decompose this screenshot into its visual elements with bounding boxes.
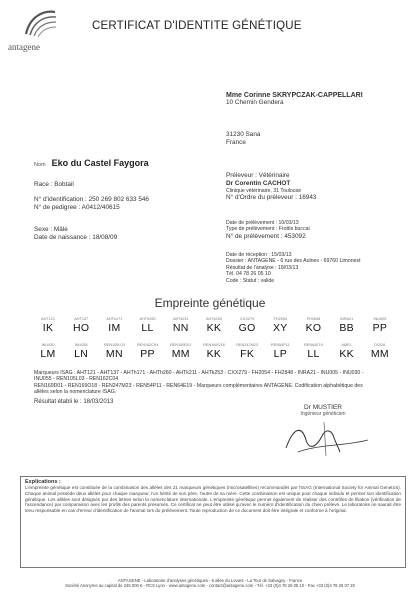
explanations-box bbox=[20, 476, 406, 568]
locus-label: AHTk211 bbox=[172, 317, 189, 321]
marker-note-1: Marqueurs ISAG : AHT121 - AHT137 - AHTh171 - AHTh260 - AHTk211 - AHTk253 - CXX279 - FH2054 - FH2848 - INRA21 - INU005 - INU030 - INU055 - REN105L03 - REN162C04 bbox=[34, 370, 364, 383]
genotype-value: LL bbox=[141, 322, 154, 334]
owner-name: Mme Corinne SKRYPCZAK-CAPPELLARI bbox=[226, 92, 363, 99]
sample-date: Date de prélèvement : 10/03/13 bbox=[226, 220, 299, 226]
locus-label: AHTh171 bbox=[106, 317, 123, 321]
locus-label: INU055 bbox=[74, 343, 88, 347]
genotype-value: KO bbox=[305, 322, 322, 334]
locus-label: FH2054 bbox=[273, 317, 288, 321]
dog-id: N° d'identification : 250 269 802 633 546 bbox=[34, 196, 149, 203]
genotype-cell bbox=[100, 317, 128, 334]
locus-label: REN54P11 bbox=[270, 343, 290, 347]
lab-info bbox=[226, 252, 416, 284]
locus-label: FH2848 bbox=[306, 317, 321, 321]
locus-label: AHT137 bbox=[74, 317, 89, 321]
genotype-cell bbox=[134, 317, 162, 334]
locus-label: REN162C04 bbox=[136, 343, 159, 347]
explanations-text: L'empreinte génétique est constituée de la combinaison des allèles des 21 marqueurs génétiques (microsatellites) recommandés par l'ISAG (International Society for Animal Genetics). Chaque animal possède deux allèles pour chaque marqueur, l'un hérité de son père, l'autre de sa mère. Cette combinaison est unique pour chaque individu et permet son identification génétique. Les allèles sont désignés par des lettres selon la nomenclature internationale. L'empreinte génétique permet également de réaliser des contrôles de filiation (vérification de l'ascendance) par comparaison avec les profils des parents présumés. Ce certificat ne peut être utilisé qu'avec le numéro d'identification du chien prélevé. Le laboratoire ne saurait être tenu responsable en cas d'erreur d'identification de l'animal lors du prélèvement. Toute reproduction de ce document doit être intégrale et conforme à l'original. bbox=[25, 485, 401, 514]
vet-label: Préleveur : Vétérinaire bbox=[226, 172, 290, 179]
locus-label: CXX279 bbox=[240, 317, 255, 321]
genotype-cell bbox=[233, 343, 261, 360]
genotype-cell bbox=[200, 343, 228, 360]
genotype-value: KK bbox=[339, 348, 354, 360]
genotype-value: KK bbox=[206, 322, 222, 334]
genotype-cell bbox=[200, 317, 228, 334]
genotype-cell bbox=[100, 343, 128, 360]
footer bbox=[0, 578, 420, 589]
antagene-logo-icon bbox=[22, 8, 58, 38]
genotype-value: PP bbox=[372, 322, 388, 334]
vet-number: N° d'Ordre du préleveur : 16943 bbox=[226, 194, 317, 202]
antagene-logo bbox=[8, 8, 68, 58]
genotype-value: IK bbox=[42, 322, 54, 334]
locus-label: AHT121 bbox=[41, 317, 55, 321]
locus-label: AMEL bbox=[341, 343, 352, 347]
genotype-value: HO bbox=[73, 322, 90, 334]
dog-info bbox=[34, 181, 204, 242]
genotype-cell bbox=[266, 317, 294, 334]
vet-address: Clinique vétérinaire, 31 Toulouse bbox=[226, 188, 302, 194]
locus-label: INRA21 bbox=[340, 317, 354, 321]
genotype-cell bbox=[167, 317, 195, 334]
sample-number: N° de prélèvement : 453092 bbox=[226, 232, 306, 240]
genotype-value: PP bbox=[140, 348, 155, 360]
genotype-value: KK bbox=[206, 348, 222, 360]
genotype-value: MN bbox=[105, 348, 123, 360]
genotype-cell bbox=[300, 317, 328, 334]
vet-info bbox=[226, 172, 416, 202]
result-date: Résultat de l'analyse : 18/03/13 bbox=[226, 264, 299, 271]
locus-label: REN169D01 bbox=[170, 343, 192, 347]
signature-image bbox=[276, 418, 376, 458]
genotype-row-2 bbox=[34, 343, 394, 360]
genotype-cell bbox=[34, 317, 62, 334]
dog-pedigree: N° de pedigree : A0412/40615 bbox=[34, 204, 120, 211]
owner-address-line2: 31230 Sana bbox=[226, 131, 261, 138]
genotype-value: IM bbox=[108, 322, 121, 334]
signer-role: Ingénieur généticien bbox=[300, 411, 346, 417]
dog-name: Eko du Castel Faygora bbox=[51, 158, 149, 168]
genotype-value: FK bbox=[240, 348, 255, 360]
genotype-value: MM bbox=[171, 348, 190, 360]
genotype-cell bbox=[167, 343, 195, 360]
owner-address bbox=[226, 92, 416, 147]
locus-label: REN105L03 bbox=[104, 343, 125, 347]
genotype-value: LM bbox=[40, 348, 56, 360]
dog-birth-date: Date de naissance : 18/08/09 bbox=[34, 234, 118, 241]
dog-name-label: Nom bbox=[34, 162, 46, 168]
explanations-heading: Explications : bbox=[25, 479, 61, 485]
locus-label: INU005 bbox=[373, 317, 387, 321]
genotype-cell bbox=[300, 343, 328, 360]
status-code: Code : Statut : valide bbox=[226, 277, 275, 284]
locus-label: INU030 bbox=[41, 343, 55, 347]
marker-note-2: REN169D01 - REN169O18 - REN247M23 - REN54P11 - REN64E19 - Marqueurs complémentaires ANTAGENE. Codification alphabétique des allèles selon la nomenclature ISAG. bbox=[34, 382, 363, 396]
vet-name: Dr Corentin CACHOT bbox=[226, 180, 291, 187]
genotype-cell bbox=[34, 343, 62, 360]
genotype-value: MM bbox=[370, 348, 389, 360]
signer-name: Dr MUSTIER bbox=[304, 404, 342, 411]
genotype-value: LL bbox=[307, 348, 320, 360]
genotype-value: BB bbox=[339, 322, 354, 334]
genotype-value: XY bbox=[273, 322, 288, 334]
marker-notes bbox=[34, 370, 364, 396]
lab-phone: Tél. 04 78 26 05 10 bbox=[226, 271, 271, 278]
logo-text: antagene bbox=[8, 42, 40, 52]
footer-line-1: ANTAGENE - Laboratoire d'analyses génétiques - 6 allée du Levant - La Tour de Salvagny - France bbox=[117, 578, 303, 583]
result-date-line: Résultat établi le : 18/03/2013 bbox=[34, 399, 114, 405]
locus-label: DOGA bbox=[374, 343, 386, 347]
genotype-cell bbox=[333, 343, 361, 360]
dog-sex: Sexe : Mâle bbox=[34, 226, 68, 233]
fingerprint-title: Empreinte génétique bbox=[154, 296, 266, 310]
sample-type: Type de prélèvement : Frottis buccal bbox=[226, 226, 310, 233]
dog-race: Race : Bobtail bbox=[34, 181, 74, 188]
locus-label: REN247M23 bbox=[236, 343, 258, 347]
genotype-value: LP bbox=[273, 348, 288, 360]
genotype-cell bbox=[134, 343, 162, 360]
sample-info bbox=[226, 220, 416, 241]
owner-address-line1: 10 Chemin Gendera bbox=[226, 99, 284, 106]
signer-block bbox=[268, 404, 378, 417]
genotype-cell bbox=[333, 317, 361, 334]
genotype-cell bbox=[233, 317, 261, 334]
owner-address-line3: France bbox=[226, 139, 246, 146]
locus-label: AHTk253 bbox=[206, 317, 222, 321]
genotype-cell bbox=[366, 317, 394, 334]
reception-date: Date de réception : 15/03/13 bbox=[226, 252, 292, 258]
locus-label: AHTh260 bbox=[139, 317, 156, 321]
locus-label: REN64E19 bbox=[304, 343, 323, 347]
genotype-cell bbox=[67, 317, 95, 334]
genotype-value: GO bbox=[238, 322, 256, 334]
locus-label: REN169O18 bbox=[203, 343, 225, 347]
certificate-title: CERTIFICAT D'IDENTITE GÉNÉTIQUE bbox=[92, 20, 302, 32]
genotype-value: NN bbox=[172, 322, 189, 334]
lab-file: Dossier : ANTAGENE - 6 rue des Aulnes - 69760 Limonest bbox=[226, 258, 361, 265]
genotype-row-1 bbox=[34, 317, 394, 334]
genotype-cell bbox=[266, 343, 294, 360]
genotype-value: LN bbox=[74, 348, 89, 360]
footer-line-2: Société Anonyme au capital de 245 000 € - RCS Lyon - www.antagene.com - contact@antagene.com - Tél. +33 (0)4 78 26 05 10 - Fax +33 (0)4 78 26 07 20 bbox=[65, 583, 355, 589]
genotype-cell bbox=[366, 343, 394, 360]
genotype-cell bbox=[67, 343, 95, 360]
dog-name-line bbox=[34, 158, 149, 168]
